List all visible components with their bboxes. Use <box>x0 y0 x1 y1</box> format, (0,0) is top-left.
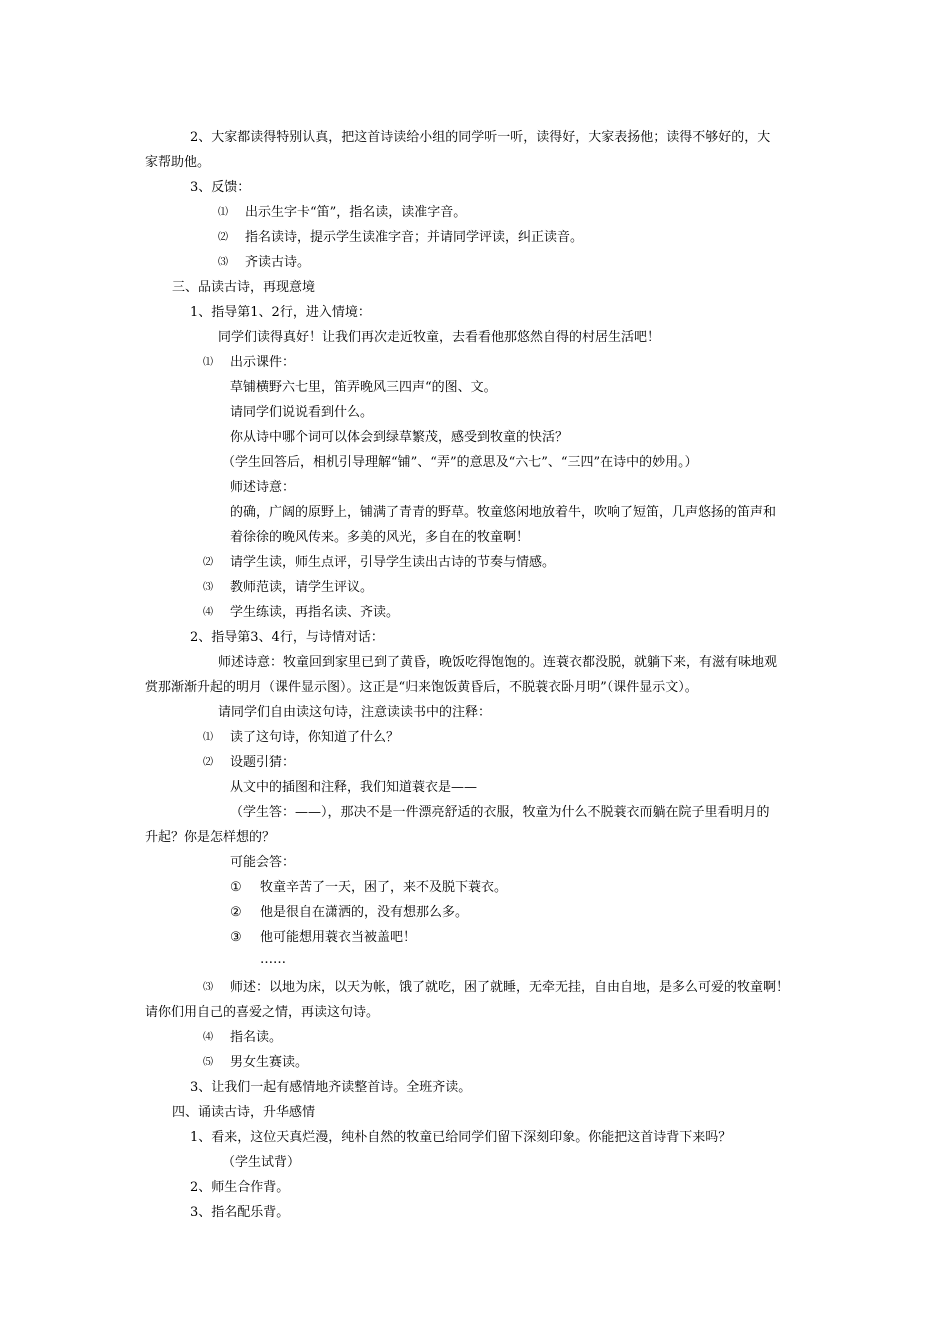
list-item: 指名读。 <box>230 1030 283 1045</box>
paragraph-line: 师述诗意： <box>230 480 296 495</box>
subsection-heading: 3、让我们一起有感情地齐读整首诗。全班齐读。 <box>190 1080 472 1095</box>
paragraph-line: 的确，广阔的原野上，铺满了青青的野草。牧童悠闲地放着牛，吹响了短笛，几声悠扬的笛声和 <box>230 505 777 520</box>
list-item: 出示课件： <box>230 355 296 370</box>
list-marker: ① <box>230 880 242 895</box>
list-item: 指名读诗，提示学生读准字音；并请同学评读，纠正读音。 <box>245 230 584 245</box>
paragraph-line: 2、大家都读得特别认真，把这首诗读给小组的同学听一听，读得好，大家表扬他；读得不够好的，大 <box>190 130 771 145</box>
paragraph-line: （学生回答后，相机引导理解“铺”、“弄”的意思及“六七”、“三四”在诗中的妙用。） <box>222 455 698 470</box>
list-item: 设题引猜： <box>230 755 296 770</box>
paragraph-line: 你从诗中哪个词可以体会到绿草繁茂，感受到牧童的快活？ <box>230 430 569 445</box>
list-marker: ⑷ <box>203 607 213 618</box>
list-item: 请学生读，师生点评，引导学生读出古诗的节奏与情感。 <box>230 555 556 570</box>
paragraph-line: 赏那渐渐升起的明月（课件显示图）。这正是“归来饱饭黄昏后，不脱蓑衣卧月明”（课件显示文）。 <box>145 680 698 695</box>
paragraph-line: 1、看来，这位天真烂漫，纯朴自然的牧童已给同学们留下深刻印象。你能把这首诗背下来吗？ <box>190 1130 732 1145</box>
list-marker: ⑶ <box>203 582 213 593</box>
paragraph-line: 从文中的插图和注释，我们知道蓑衣是—— <box>230 780 478 795</box>
list-marker: ⑵ <box>218 232 228 243</box>
paragraph-line: （学生试背） <box>222 1155 301 1170</box>
paragraph-line: 请你们用自己的喜爱之情，再读这句诗。 <box>145 1005 380 1020</box>
paragraph-line: 请同学们说说看到什么。 <box>230 405 374 420</box>
list-marker: ⑸ <box>203 1057 213 1068</box>
section-heading: 三、品读古诗，再现意境 <box>172 280 316 295</box>
ellipsis: …… <box>260 952 286 967</box>
paragraph-line: 3、指名配乐背。 <box>190 1205 290 1220</box>
list-heading: 3、反馈： <box>190 180 251 195</box>
list-item: 他是很自在潇洒的，没有想那么多。 <box>260 905 469 920</box>
list-marker: ⑶ <box>203 982 213 993</box>
list-marker: ⑵ <box>203 757 213 768</box>
list-item: 牧童辛苦了一天，困了，来不及脱下蓑衣。 <box>260 880 508 895</box>
paragraph-line: 草铺横野六七里，笛弄晚风三四声“的图、文。 <box>230 380 497 395</box>
list-marker: ⑴ <box>218 207 228 218</box>
subsection-heading: 2、指导第3、4行，与诗情对话： <box>190 630 384 645</box>
list-item: 男女生赛读。 <box>230 1055 309 1070</box>
paragraph-line: 升起？你是怎样想的？ <box>145 830 276 845</box>
list-item: 齐读古诗。 <box>245 255 311 270</box>
paragraph-line: 2、师生合作背。 <box>190 1180 290 1195</box>
list-item: 他可能想用蓑衣当被盖吧！ <box>260 930 417 945</box>
list-item: 读了这句诗，你知道了什么？ <box>230 730 400 745</box>
subsection-heading: 1、指导第1、2行，进入情境： <box>190 305 371 320</box>
paragraph-line: 同学们读得真好！让我们再次走近牧童，去看看他那悠然自得的村居生活吧！ <box>218 330 661 345</box>
list-marker: ⑴ <box>203 732 213 743</box>
list-marker: ③ <box>230 930 242 945</box>
list-marker: ⑶ <box>218 257 228 268</box>
paragraph-line: 家帮助他。 <box>145 155 211 170</box>
section-heading: 四、诵读古诗，升华感情 <box>172 1105 316 1120</box>
paragraph-line: 师述诗意：牧童回到家里已到了黄昏，晚饭吃得饱饱的。连蓑衣都没脱，就躺下来，有滋有味地观 <box>218 655 778 670</box>
list-marker: ⑴ <box>203 357 213 368</box>
list-marker: ⑵ <box>203 557 213 568</box>
list-item: 师述：以地为床，以天为帐，饿了就吃，困了就睡，无牵无挂，自由自地，是多么可爱的牧童啊！ <box>230 980 790 995</box>
list-marker: ② <box>230 905 242 920</box>
paragraph-line: 请同学们自由读这句诗，注意读读书中的注释： <box>218 705 492 720</box>
list-item: 学生练读，再指名读、齐读。 <box>230 605 400 620</box>
list-item: 教师范读，请学生评议。 <box>230 580 374 595</box>
paragraph-line: 着徐徐的晚风传来。多美的风光，多自在的牧童啊！ <box>230 530 530 545</box>
list-item: 出示生字卡“笛”，指名读，读准字音。 <box>245 205 467 220</box>
list-marker: ⑷ <box>203 1032 213 1043</box>
paragraph-line: （学生答：——），那决不是一件漂亮舒适的衣服，牧童为什么不脱蓑衣而躺在院子里看明月的 <box>230 805 770 820</box>
paragraph-line: 可能会答： <box>230 855 296 870</box>
